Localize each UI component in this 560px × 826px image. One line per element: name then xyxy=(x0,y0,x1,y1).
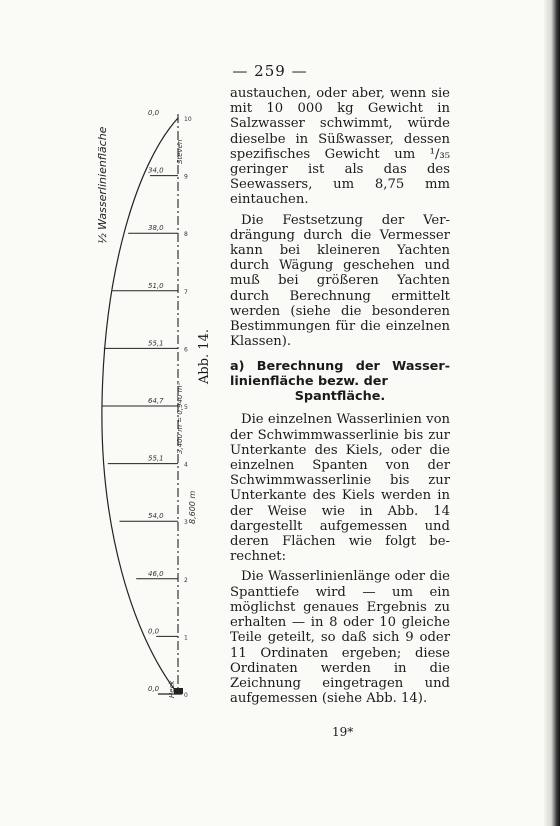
section-heading xyxy=(230,359,450,404)
text-column xyxy=(230,86,450,711)
curve-label: ½ Wasserlinienfläche xyxy=(96,126,109,244)
ordinate-mark: 6 xyxy=(184,346,188,354)
ordinate-mark: 1 xyxy=(184,634,188,642)
mid-note: 3,400 m = 0,940 m² xyxy=(176,382,184,454)
ordinate-label: 51,0 xyxy=(148,281,164,290)
waterline-drawing xyxy=(96,104,208,714)
heck-label: Heck xyxy=(168,680,176,698)
ordinate-mark: 3 xyxy=(184,519,188,527)
figure-waterline-diagram xyxy=(96,104,208,714)
ordinate-label: 38,0 xyxy=(148,224,164,233)
ordinate-mark: 7 xyxy=(184,288,188,296)
paragraph-4: Die Wasserlinienlänge oder die Spanttiefe wird — um ein möglichst genaues Ergebnis zu erhalten — in 8 oder 10 gleiche Teile geteilt, so daß sich 9 oder 11 Ordinaten ergeben; diese Ordinaten werden in die Zeichnung eingetragen und aufgemessen (siehe Abb. 14). xyxy=(230,569,450,707)
ordinate-label: 64,7 xyxy=(148,397,164,405)
paragraph-1: austauchen, oder aber, wenn sie mit 10 000 kg Gewicht in Salzwasser schwimmt, würde dieselbe in Süßwasser, dessen spezifisches Gewicht um ¹/₃₅ geringer ist als das des Seewassers, um 8,75 mm eintauchen. xyxy=(230,86,450,208)
ordinate-label: 0,0 xyxy=(148,627,160,636)
section-heading-line2: Spantfläche. xyxy=(294,389,386,405)
ordinate-label: 54,0 xyxy=(148,512,164,521)
ordinate-mark: 5 xyxy=(184,404,188,411)
ordinate-label: 55,1 xyxy=(148,454,164,463)
baseline-length-label: 8,600 m xyxy=(188,490,197,524)
ordinate-label: 0,0 xyxy=(148,109,160,117)
section-heading-line1: a) Berechnung der Wasserlinienfläche bezw. der xyxy=(230,359,450,390)
ordinate-label: 46,0 xyxy=(148,569,164,578)
ordinate-label: 0,0 xyxy=(148,685,160,693)
paragraph-3: Die einzelnen Wasserlinien von der Schwimmwasserlinie bis zur Unterkante des Kiels, oder die einzelnen Spanten von der Schwimmwasserlinie bis zur Unterkante des Kiels werden in der Weise wie in Abb. 14 dargestellt aufgemessen und deren Flächen wie folgt berechnet: xyxy=(230,412,450,565)
ordinate-mark: 8 xyxy=(184,231,188,239)
ordinate-label: 34,0 xyxy=(148,166,164,175)
ordinate-mark: 10 xyxy=(184,116,192,123)
ordinate-mark: 9 xyxy=(184,173,188,181)
paragraph-2: Die Festsetzung der Verdrängung durch die Vermesser kann bei kleineren Yachten durch Wägung geschehen und muß bei größeren Yachten durch Berechnung ermittelt werden (siehe die besonderen Bestimmungen für die einzelnen Klassen). xyxy=(230,212,450,350)
ordinate-mark: 2 xyxy=(184,576,188,584)
ordinate-mark: 4 xyxy=(184,461,188,469)
ordinate-label: 55,1 xyxy=(148,339,164,348)
figure-caption: Abb. 14. xyxy=(197,329,212,384)
page-number: — 259 — xyxy=(232,62,308,80)
page-edge-shadow xyxy=(544,0,560,826)
ordinate-mark: 0 xyxy=(184,692,188,699)
signature-mark: 19* xyxy=(332,725,354,739)
steven-label: Steven xyxy=(176,139,184,164)
